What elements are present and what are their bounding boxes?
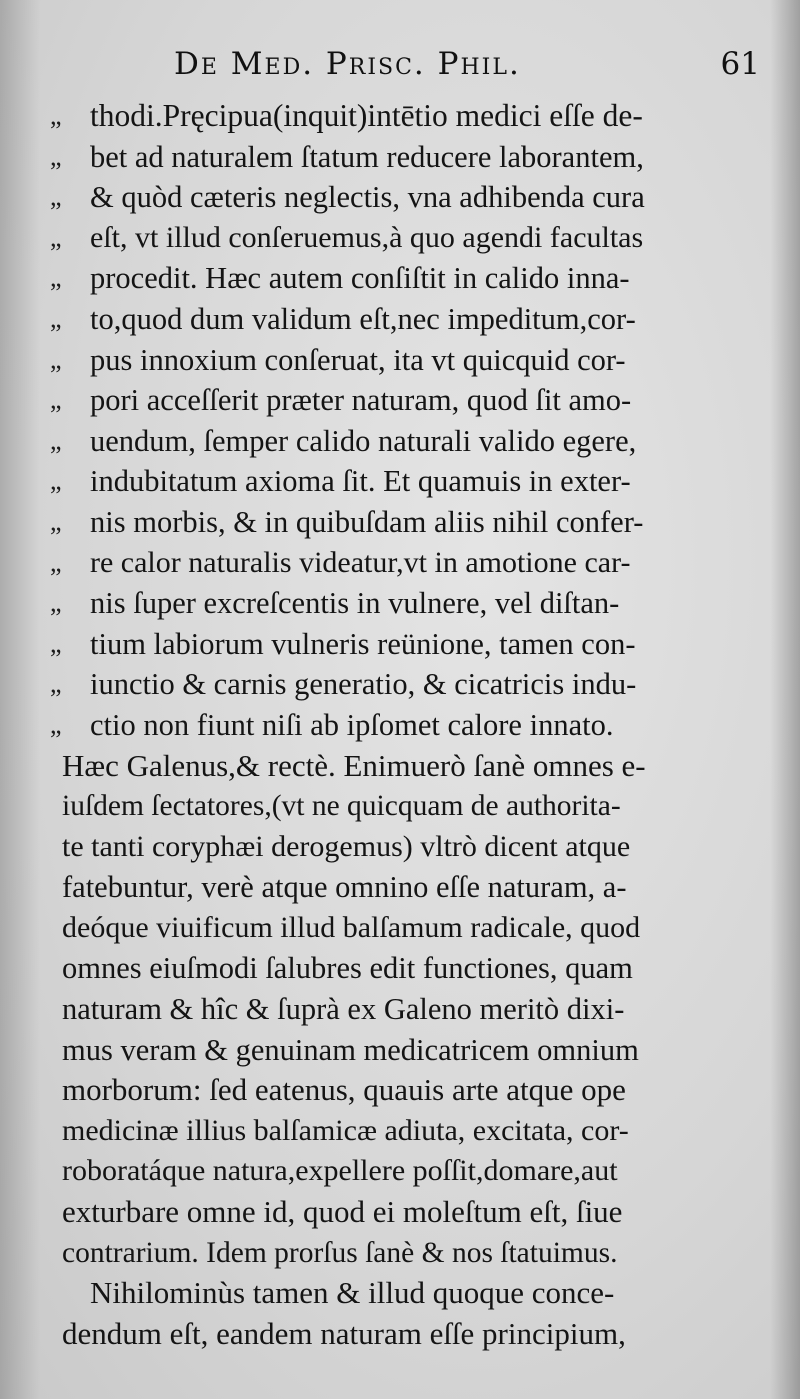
quote-mark: „	[50, 669, 62, 699]
text-line	[0, 1151, 800, 1192]
text-line	[0, 1233, 800, 1274]
text-line	[0, 1192, 800, 1233]
quote-mark: „	[50, 588, 62, 618]
text-line	[0, 502, 800, 543]
text-line	[0, 461, 800, 502]
body-text	[0, 96, 800, 1354]
quote-mark: „	[50, 466, 62, 496]
line-text: ctio non fiunt niſi ab ipſomet calore innato.	[90, 707, 614, 742]
page-header	[150, 44, 760, 94]
text-line	[0, 867, 800, 908]
line-text: medicinæ illius balſamicæ adiuta, excitata, cor-	[62, 1113, 629, 1147]
line-text: nis morbis, & in quibuſdam aliis nihil confer-	[90, 504, 644, 539]
line-text: nis ſuper excreſcentis in vulnere, vel diſtan-	[90, 586, 620, 621]
line-text: contrarium. Idem prorſus ſanè & nos ſtatuimus.	[62, 1236, 618, 1269]
quote-mark: „	[50, 141, 62, 171]
line-text: dendum eſt, eandem naturam eſſe principium,	[62, 1315, 626, 1351]
text-line	[0, 1273, 800, 1314]
quote-mark: „	[50, 385, 62, 415]
line-text: procedit. Hæc autem conſiſtit in calido inna-	[90, 261, 630, 296]
line-text: omnes eiuſmodi ſalubres edit functiones, quam	[62, 951, 633, 986]
text-line	[0, 705, 800, 746]
line-text: & quòd cæteris neglectis, vna adhibenda cura	[90, 180, 645, 215]
quote-mark: „	[50, 547, 62, 577]
text-line	[0, 218, 800, 259]
line-text: te tanti coryphæi derogemus) vltrò dicent atque	[62, 829, 631, 863]
page-number: 61	[720, 46, 760, 82]
text-line	[0, 989, 800, 1030]
line-text: thodi.Pręcipua(inquit)intētio medici eſſe de-	[90, 98, 643, 133]
text-line	[0, 340, 800, 381]
text-line	[0, 786, 800, 827]
text-line	[0, 177, 800, 218]
line-text: pori acceſſerit præter naturam, quod ſit amo-	[90, 383, 632, 418]
text-line	[0, 746, 800, 787]
quote-mark: „	[50, 425, 62, 455]
line-text: mus veram & genuinam medicatricem omnium	[62, 1032, 639, 1067]
quote-mark: „	[50, 303, 62, 333]
text-line	[0, 827, 800, 868]
quote-mark: „	[50, 182, 62, 212]
text-line	[0, 1314, 800, 1355]
line-text: pus innoxium conſeruat, ita vt quicquid cor-	[90, 342, 626, 377]
running-title: De Med. Prisc. Phil.	[174, 46, 521, 82]
text-line	[0, 543, 800, 584]
quote-mark: „	[50, 263, 62, 293]
text-line	[0, 380, 800, 421]
text-line	[0, 908, 800, 949]
text-line	[0, 96, 800, 137]
quote-mark: „	[50, 222, 62, 252]
text-line	[0, 1030, 800, 1071]
text-line	[0, 299, 800, 340]
line-text: exturbare omne id, quod ei moleſtum eſt, ſiue	[62, 1194, 623, 1230]
line-text: tium labiorum vulneris reünione, tamen con-	[90, 626, 636, 661]
text-line	[0, 948, 800, 989]
text-line	[0, 624, 800, 665]
quote-mark: „	[50, 628, 62, 658]
quote-mark: „	[50, 101, 62, 130]
line-text: morborum: ſed eatenus, quauis arte atque ope	[62, 1072, 626, 1108]
line-text: uendum, ſemper calido naturali valido egere,	[90, 423, 637, 458]
text-line	[0, 1070, 800, 1111]
text-line	[0, 258, 800, 299]
quote-mark: „	[50, 506, 62, 536]
text-line	[0, 137, 800, 178]
line-text: iunctio & carnis generatio, & cicatricis indu-	[90, 667, 637, 702]
line-text: roboratáque natura,expellere poſſit,domare,aut	[62, 1154, 618, 1188]
quote-mark: „	[50, 344, 62, 374]
text-line	[0, 421, 800, 462]
text-line	[0, 1111, 800, 1152]
line-text: Nihilominùs tamen & illud quoque conce-	[90, 1275, 615, 1311]
line-text: re calor naturalis videatur,vt in amotione car-	[90, 545, 631, 579]
text-line	[0, 583, 800, 624]
line-text: to,quod dum validum eſt,nec impeditum,cor-	[90, 301, 636, 336]
quote-mark: „	[50, 709, 62, 739]
line-text: deóque viuificum illud balſamum radicale, quod	[62, 910, 641, 944]
line-text: eſt, vt illud conſeruemus,à quo agendi facultas	[90, 220, 644, 254]
line-text: bet ad naturalem ſtatum reducere laborantem,	[90, 139, 644, 174]
line-text: naturam & hîc & ſuprà ex Galeno meritò dixi-	[62, 992, 625, 1027]
text-line	[0, 664, 800, 705]
line-text: iuſdem ſectatores,(vt ne quicquam de authorita-	[62, 790, 621, 823]
line-text: fatebuntur, verè atque omnino eſſe naturam, a-	[62, 870, 627, 905]
line-text: indubitatum axioma ſit. Et quamuis in exter-	[90, 464, 631, 499]
line-text: Hæc Galenus,& rectè. Enimuerò ſanè omnes e-	[62, 747, 646, 783]
